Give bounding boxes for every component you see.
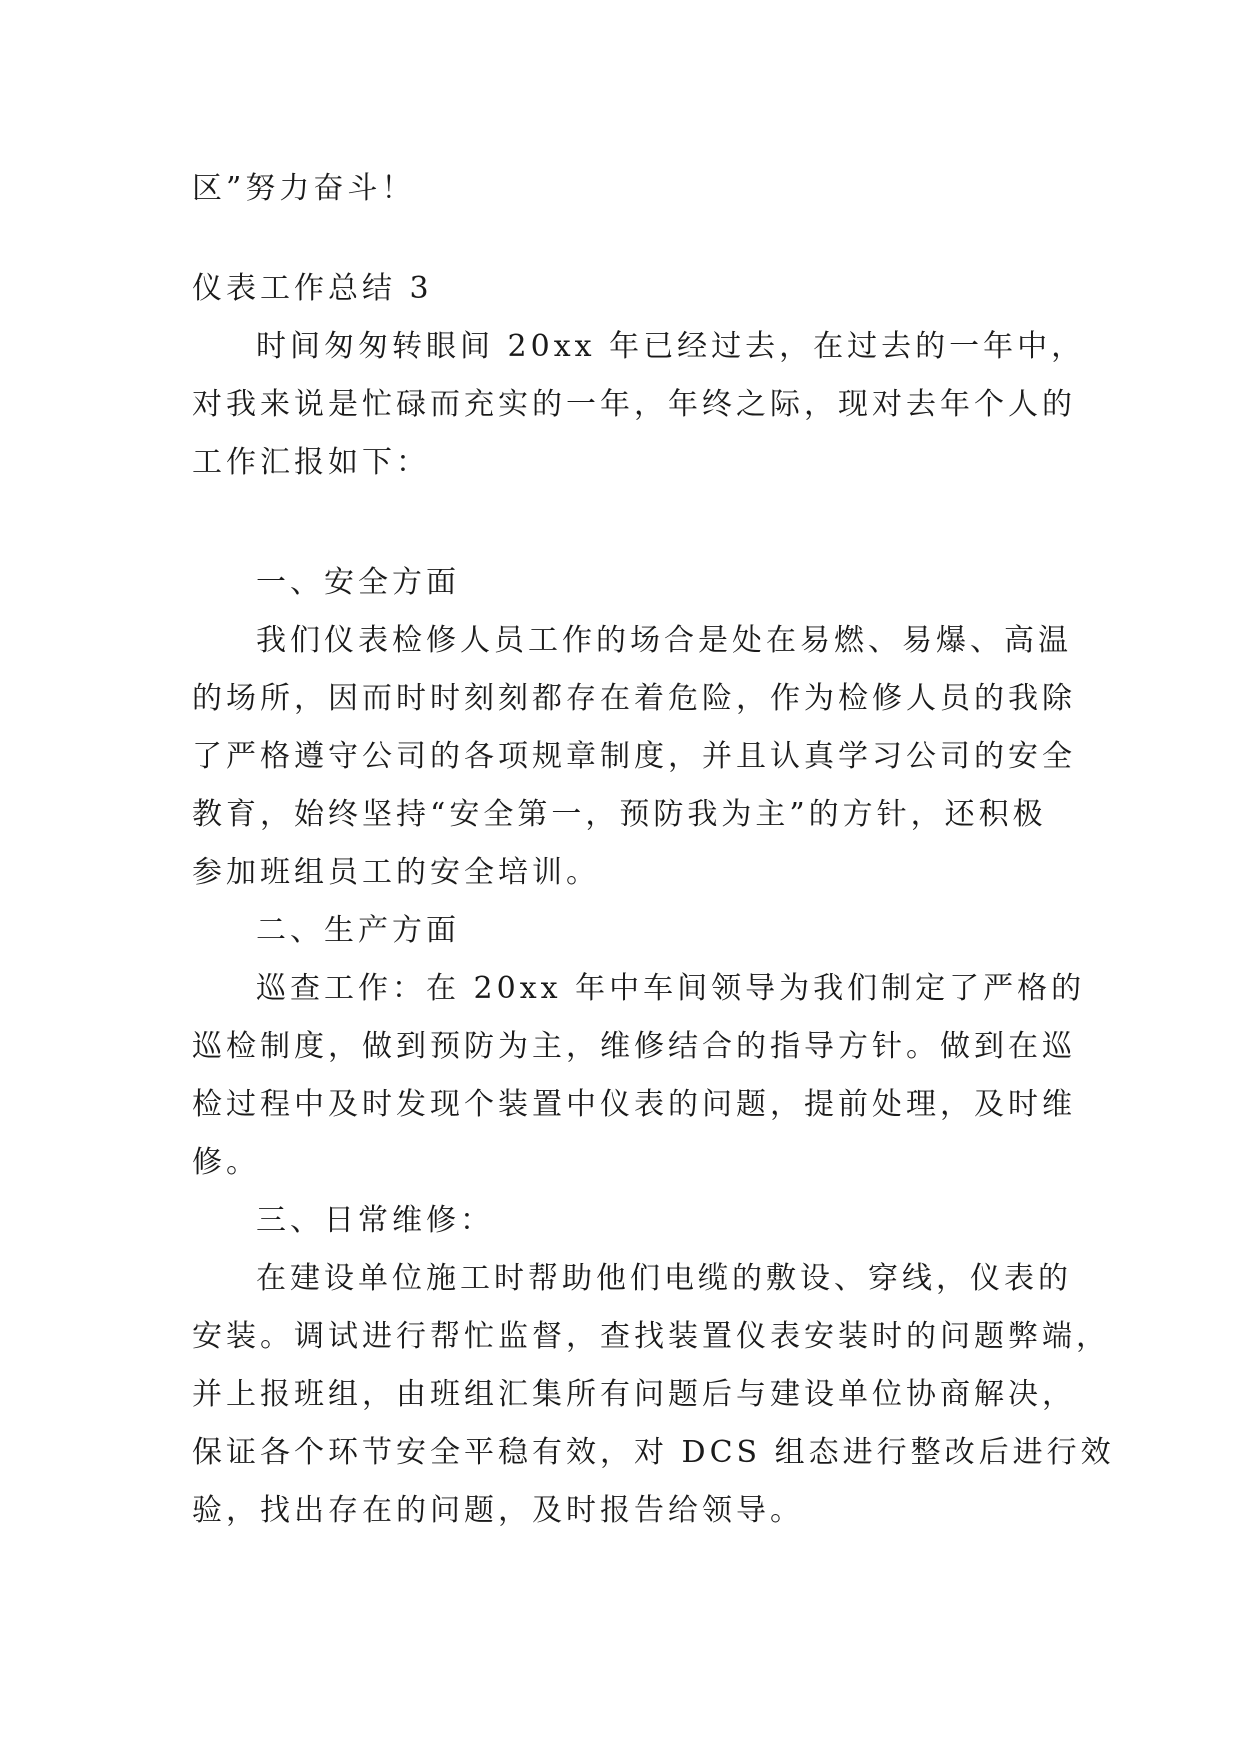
- section1-heading: 一、安全方面: [256, 565, 460, 600]
- opening-line-3: 工作汇报如下：: [192, 445, 430, 480]
- section1-line: 了严格遵守公司的各项规章制度，并且认真学习公司的安全: [192, 739, 1076, 774]
- section3-heading: 三、日常维修：: [256, 1203, 494, 1238]
- section3-line: 验，找出存在的问题，及时报告给领导。: [192, 1493, 804, 1528]
- section2-line: 修。: [192, 1145, 260, 1180]
- section2-line: 巡查工作：在 20xx 年中车间领导为我们制定了严格的: [256, 971, 1086, 1006]
- section3-line: 并上报班组，由班组汇集所有问题后与建设单位协商解决，: [192, 1377, 1076, 1412]
- section3-line: 在建设单位施工时帮助他们电缆的敷设、穿线，仪表的: [256, 1261, 1072, 1296]
- spacer: [192, 218, 1062, 260]
- section1-line: 参加班组员工的安全培训。: [192, 855, 600, 890]
- section1-line: 我们仪表检修人员工作的场合是处在易燃、易爆、高温: [256, 623, 1072, 658]
- section2-heading: 二、生产方面: [256, 913, 460, 948]
- section1-line: 教育，始终坚持“安全第一，预防我为主”的方针，还积极: [192, 797, 1047, 832]
- section3-line: 安装。调试进行帮忙监督，查找装置仪表安装时的问题弊端，: [192, 1319, 1110, 1354]
- opening-line-1: 时间匆匆转眼间 20xx 年已经过去，在过去的一年中，: [256, 329, 1086, 364]
- section1-line: 的场所，因而时时刻刻都存在着危险，作为检修人员的我除: [192, 681, 1076, 716]
- intro-tail-text: 区”努力奋斗！: [192, 171, 416, 206]
- document-page: [192, 160, 1115, 1540]
- document-title: 仪表工作总结 3: [192, 271, 433, 306]
- opening-line-2: 对我来说是忙碌而充实的一年，年终之际，现对去年个人的: [192, 387, 1076, 422]
- spacer: [192, 492, 1062, 554]
- section2-line: 检过程中及时发现个装置中仪表的问题，提前处理，及时维: [192, 1087, 1076, 1122]
- section2-line: 巡检制度，做到预防为主，维修结合的指导方针。做到在巡: [192, 1029, 1076, 1064]
- section3-line: 保证各个环节安全平稳有效，对 DCS 组态进行整改后进行效: [192, 1435, 1115, 1470]
